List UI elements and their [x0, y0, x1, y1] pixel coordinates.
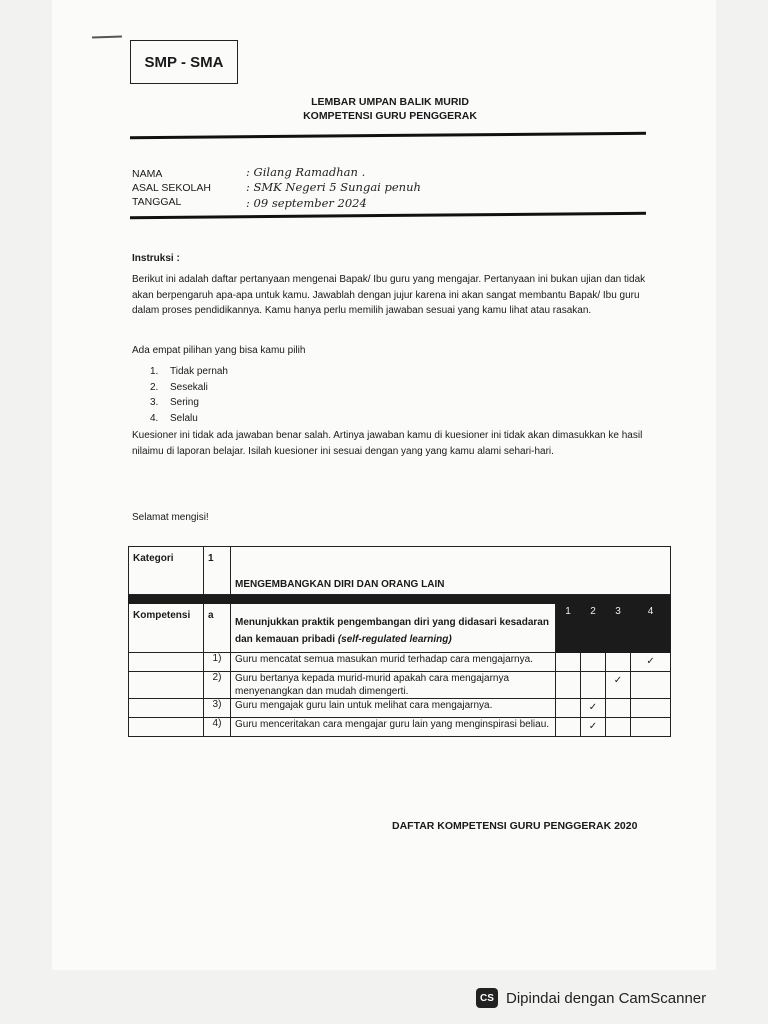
- item-number: 3): [204, 699, 231, 718]
- scale-4: 4: [631, 604, 671, 653]
- table-row: [129, 718, 671, 737]
- choices-intro: Ada empat pilihan yang bisa kamu pilih: [132, 345, 306, 356]
- item-text: Guru mengajak guru lain untuk melihat cara mengajarnya.: [231, 699, 556, 718]
- scale-3: 3: [606, 604, 631, 653]
- answer-cell-1[interactable]: [556, 672, 581, 699]
- category-number: 1: [204, 547, 231, 595]
- answer-cell-4[interactable]: [631, 672, 671, 699]
- date-label: TANGGAL: [132, 196, 182, 208]
- choice-item: 2. Sesekali: [150, 381, 208, 393]
- answer-cell-4[interactable]: [631, 718, 671, 737]
- instructions-heading: Instruksi :: [132, 253, 180, 264]
- item-number: 4): [204, 718, 231, 737]
- item-text: Guru mencatat semua masukan murid terhadap cara mengajarnya.: [231, 653, 556, 672]
- closing-text: Selamat mengisi!: [132, 512, 209, 523]
- item-number: 1): [204, 653, 231, 672]
- category-label: Kategori: [129, 547, 204, 595]
- answer-cell-3[interactable]: [606, 653, 631, 672]
- choice-item: 1. Tidak pernah: [150, 366, 228, 377]
- item-text: Guru bertanya kepada murid-murid apakah cara mengajarnya menyenangkan dan mudah dimengerti.: [231, 672, 556, 699]
- checkmark-icon[interactable]: ✓: [581, 699, 606, 718]
- choice-item: 4. Selalu: [150, 412, 198, 424]
- answer-cell-4[interactable]: [631, 699, 671, 718]
- name-value: : Gilang Ramadhan .: [246, 165, 366, 179]
- choice-item: 3. Sering: [150, 397, 199, 408]
- camscanner-icon: CS: [476, 988, 498, 1008]
- competency-title: Menunjukkan praktik pengembangan diri yang didasari kesadaran dan kemauan pribadi (self-regulated learning): [231, 604, 556, 653]
- school-level-box: SMP - SMA: [130, 40, 238, 84]
- dark-band: [129, 595, 671, 604]
- camscanner-text: Dipindai dengan CamScanner: [506, 989, 707, 1007]
- table-row: [129, 672, 671, 699]
- competency-note: (self-regulated learning): [337, 634, 452, 645]
- form-subtitle: KOMPETENSI GURU PENGGERAK: [303, 110, 477, 122]
- answer-cell-1[interactable]: [556, 699, 581, 718]
- answer-cell-2[interactable]: [581, 653, 606, 672]
- form-title: LEMBAR UMPAN BALIK MURID: [311, 96, 469, 108]
- date-value: : 09 september 2024: [246, 196, 367, 210]
- answer-cell-1[interactable]: [556, 718, 581, 737]
- checkmark-icon[interactable]: ✓: [581, 718, 606, 737]
- answer-cell-2[interactable]: [581, 672, 606, 699]
- scale-1: 1: [556, 604, 581, 653]
- item-text: Guru menceritakan cara mengajar guru lain yang menginspirasi beliau.: [231, 718, 556, 737]
- competency-letter: a: [204, 604, 231, 653]
- item-number: 2): [204, 672, 231, 699]
- competency-row: [129, 604, 671, 653]
- answer-cell-1[interactable]: [556, 653, 581, 672]
- checkmark-icon[interactable]: ✓: [606, 672, 631, 699]
- school-label: ASAL SEKOLAH: [132, 182, 211, 194]
- table-row: [129, 699, 671, 718]
- table-row: [129, 653, 671, 672]
- scale-2: 2: [581, 604, 606, 653]
- item-rows: [129, 653, 671, 737]
- competency-table: [128, 546, 671, 737]
- footer-text: DAFTAR KOMPETENSI GURU PENGGERAK 2020: [392, 820, 638, 832]
- questionnaire-note: Kuesioner ini tidak ada jawaban benar salah. Artinya jawaban kamu di kuesioner ini tidak akan dimasukkan ke hasil nilaimu di laporan belajar. Isilah kuesioner ini sesuai dengan yang yang kamu alami sehari-hari.: [132, 430, 643, 457]
- camscanner-badge: [476, 983, 768, 1013]
- category-title: MENGEMBANGKAN DIRI DAN ORANG LAIN: [231, 547, 671, 595]
- answer-cell-3[interactable]: [606, 699, 631, 718]
- answer-cell-3[interactable]: [606, 718, 631, 737]
- instructions-paragraph: Berikut ini adalah daftar pertanyaan mengenai Bapak/ Ibu guru yang mengajar. Pertanyaan ini bukan ujian dan tidak akan berpengaruh apa-apa untuk kamu. Jawablah dengan jujur karena ini akan sangat membantu Bapak/ Ibu guru dalam proses pendidikannya. Kamu hanya perlu memilih jawaban sesuai yang kamu lihat atau rasakan.: [132, 274, 646, 316]
- competency-label: Kompetensi: [129, 604, 204, 653]
- checkmark-icon[interactable]: ✓: [631, 653, 671, 672]
- answer-choices-list: [150, 364, 228, 426]
- school-value: : SMK Negeri 5 Sungai penuh: [246, 180, 421, 194]
- name-label: NAMA: [132, 168, 163, 180]
- category-row: [129, 547, 671, 595]
